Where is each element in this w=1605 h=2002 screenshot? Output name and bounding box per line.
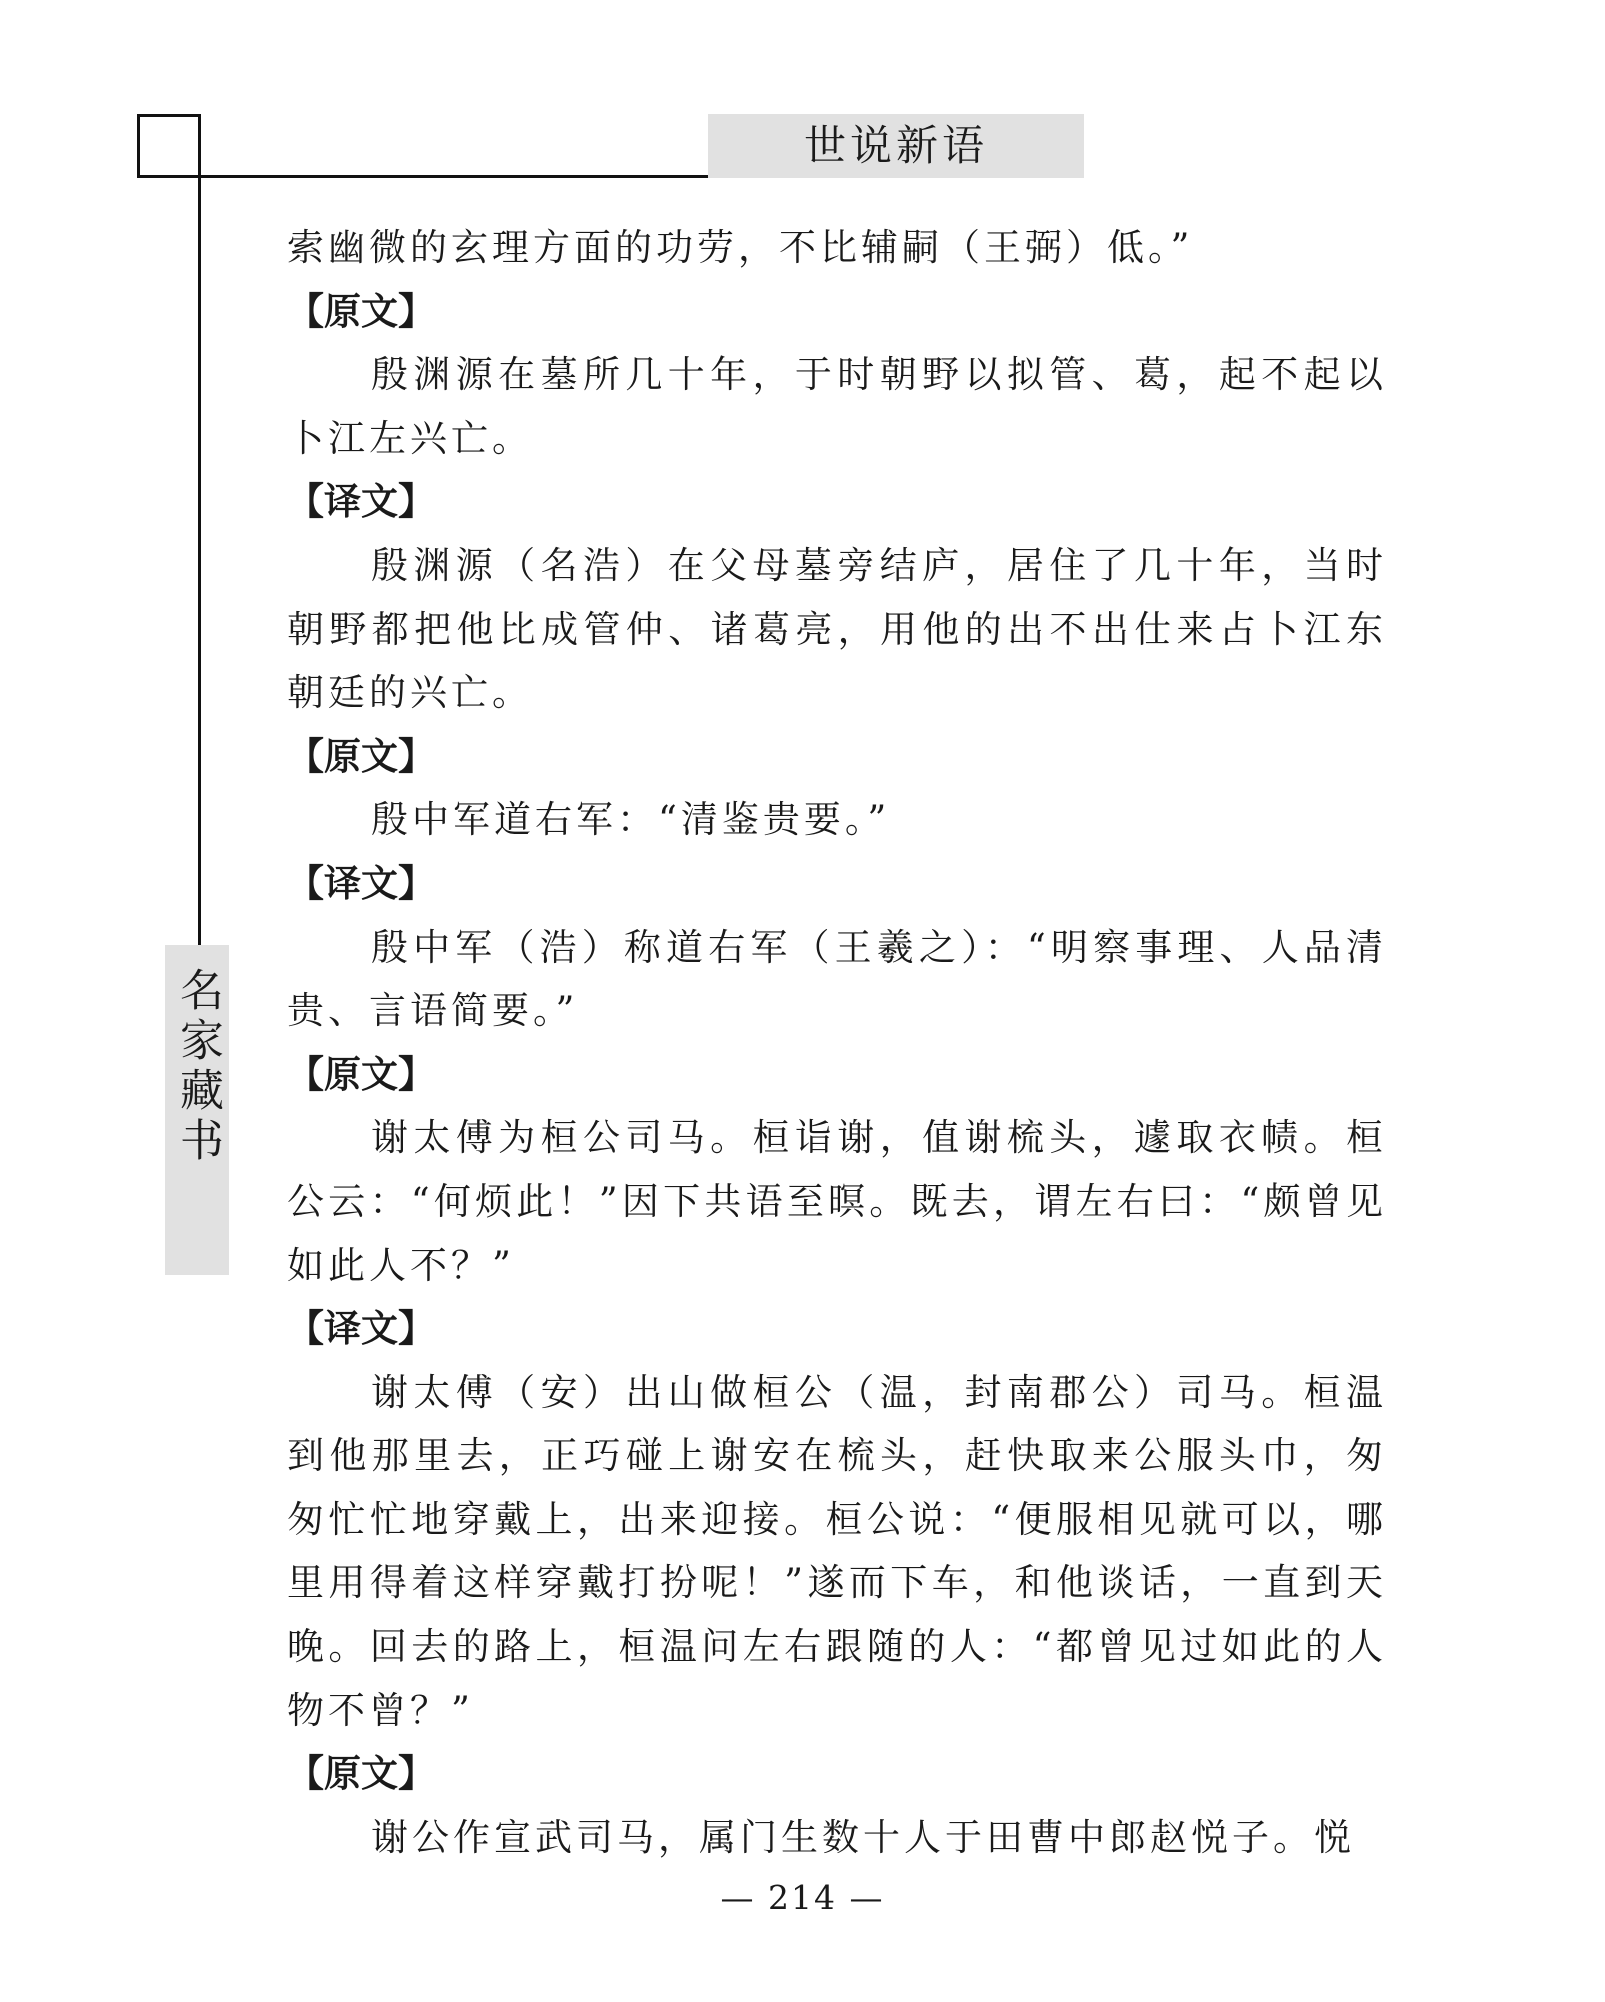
paragraph: 殷渊源在墓所几十年，于时朝野以拟管、葛，起不起以卜江左兴亡。 <box>287 353 1387 460</box>
section-label: 【译文】 <box>287 1307 435 1351</box>
section-label: 【译文】 <box>287 480 435 524</box>
section-label: 【原文】 <box>287 734 435 778</box>
header-corner-box <box>137 114 201 178</box>
side-tab <box>165 945 229 1275</box>
side-tab-label: 名家藏书 <box>172 967 223 1167</box>
paragraph: 殷中军（浩）称道右军（王羲之）：“明察事理、人品清贵、言语简要。” <box>287 925 1387 1033</box>
margin-vertical-rule <box>198 114 201 948</box>
section-label: 【原文】 <box>287 1752 435 1796</box>
section-label: 【原文】 <box>287 289 435 333</box>
page-body <box>287 216 1387 1869</box>
header-rule <box>137 175 710 178</box>
page-number: — 214 — <box>720 1878 885 1917</box>
paragraph: 谢公作宣武司马，属门生数十人于田曹中郎赵悦子。悦 <box>371 1815 1355 1859</box>
paragraph: 谢太傅（安）出山做桓公（温，封南郡公）司马。桓温到他那里去，正巧碰上谢安在梳头，赶快取来公服头巾，匆匆忙忙地穿戴上，出来迎接。桓公说：“便服相见就可以，哪里用得着这样穿戴打扮呢！”遂而下车，和他谈话，一直到天晚。回去的路上，桓温问左右跟随的人：“都曾见过如此的人物不曾？” <box>287 1370 1387 1732</box>
running-header <box>708 114 1084 178</box>
paragraph: 殷渊源（名浩）在父母墓旁结庐，居住了几十年，当时朝野都把他比成管仲、诸葛亮，用他的出不出仕来占卜江东朝廷的兴亡。 <box>287 543 1387 715</box>
paragraph: 索幽微的玄理方面的功劳，不比辅嗣（王弼）低。” <box>287 226 1194 269</box>
section-label: 【译文】 <box>287 861 435 905</box>
book-title: 世说新语 <box>803 121 988 170</box>
section-label: 【原文】 <box>287 1052 435 1096</box>
paragraph: 谢太傅为桓公司马。桓诣谢，值谢梳头，遽取衣帻。桓公云：“何烦此！”因下共语至暝。既去，谓左右曰：“颇曾见如此人不？” <box>287 1116 1387 1287</box>
paragraph: 殷中军道右军：“清鉴贵要。” <box>371 798 891 842</box>
